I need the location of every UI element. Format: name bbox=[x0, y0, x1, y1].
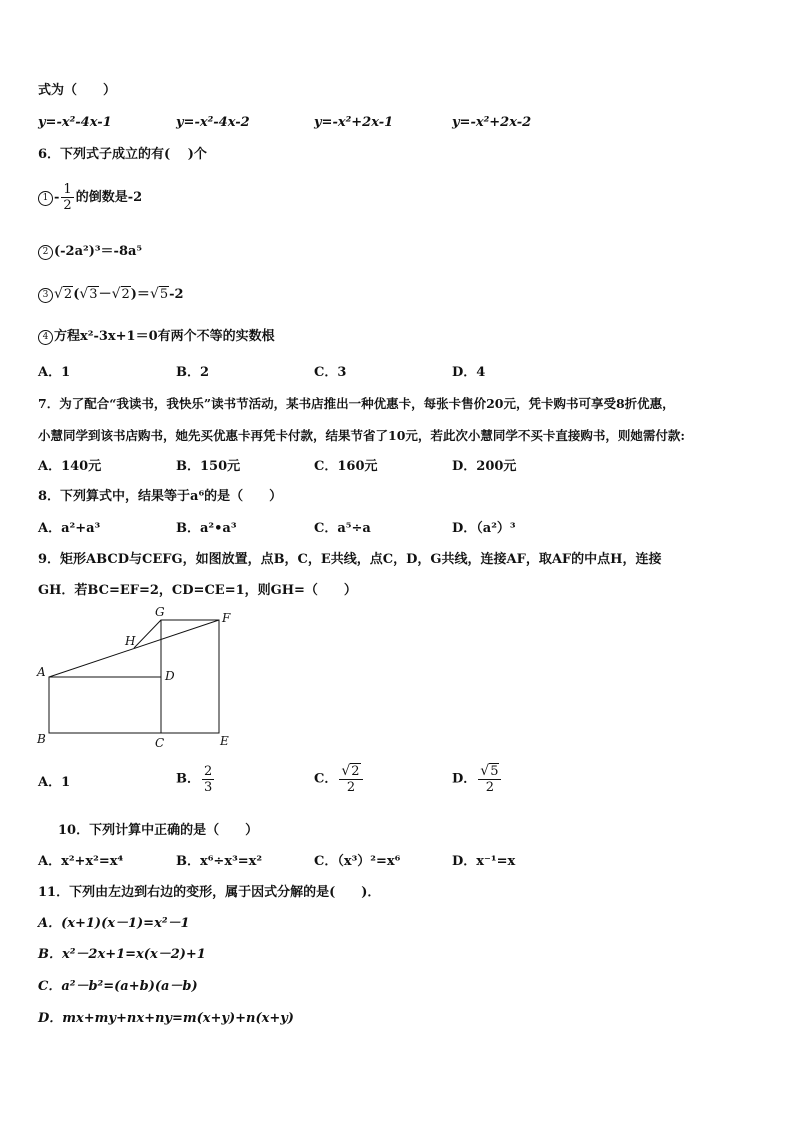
q8-option-b[interactable]: B．a²•a³ bbox=[176, 521, 237, 536]
q10-option-a[interactable]: A．x²+x²=x⁴ bbox=[38, 854, 124, 869]
label-b: B bbox=[37, 732, 46, 746]
q6-option-b[interactable]: B．2 bbox=[176, 365, 210, 380]
label-a: A bbox=[37, 665, 46, 679]
q5-option-d[interactable]: y=-x²+2x-2 bbox=[452, 115, 532, 130]
circled-number-2: 2 bbox=[38, 245, 53, 260]
label-f: F bbox=[222, 611, 231, 625]
q7-option-a[interactable]: A．140元 bbox=[38, 459, 102, 474]
q11-option-b[interactable]: B．x²－2x+1=x(x－2)+1 bbox=[38, 947, 206, 962]
label-h: H bbox=[125, 634, 136, 648]
geometry-figure bbox=[34, 604, 244, 750]
q9-stem-line-1: 9．矩形ABCD与CEFG，如图放置，点B，C，E共线，点C，D，G共线，连接AF，取AF的中点H，连接 bbox=[38, 552, 662, 567]
q8-option-d[interactable]: D．（a²）³ bbox=[452, 521, 516, 536]
q11-stem: 11．下列由左边到右边的变形，属于因式分解的是( )． bbox=[38, 885, 381, 900]
q10-option-b[interactable]: B．x⁶÷x³=x² bbox=[176, 854, 263, 869]
q10-stem: 10．下列计算中正确的是（ ） bbox=[58, 823, 259, 838]
q6-option-d[interactable]: D．4 bbox=[452, 365, 486, 380]
rectangle-abcd bbox=[49, 677, 161, 733]
circled-number-4: 4 bbox=[38, 330, 53, 345]
q7-option-b[interactable]: B．150元 bbox=[176, 459, 241, 474]
label-d: D bbox=[165, 669, 175, 683]
q5-option-b[interactable]: y=-x²-4x-2 bbox=[176, 115, 250, 130]
circled-number-3: 3 bbox=[38, 288, 53, 303]
q9-option-b[interactable]: B． $\frac{2}{3}$ bbox=[176, 764, 213, 795]
q7-option-d[interactable]: D．200元 bbox=[452, 459, 517, 474]
q9-option-d[interactable]: D． $\frac{√5}{2}$ bbox=[452, 764, 503, 795]
q6-statement-2: 2 (-2a²)³＝-8a⁵ bbox=[38, 243, 142, 261]
q9-stem-line-2: GH．若BC=EF=2，CD=CE=1，则GH=（ ） bbox=[38, 583, 357, 598]
circled-number-1: 1 bbox=[38, 191, 53, 206]
q8-option-a[interactable]: A．a²+a³ bbox=[38, 521, 101, 536]
label-c: C bbox=[155, 736, 165, 750]
segment-af bbox=[49, 620, 219, 677]
label-e: E bbox=[220, 734, 229, 748]
q8-option-c[interactable]: C．a⁵÷a bbox=[314, 521, 371, 536]
q7-option-c[interactable]: C．160元 bbox=[314, 459, 378, 474]
q6-option-a[interactable]: A．1 bbox=[38, 365, 71, 380]
q9-option-a[interactable]: A．1 bbox=[38, 775, 71, 790]
q5-stem-tail: 式为（ ） bbox=[38, 83, 117, 98]
q11-option-a[interactable]: A．(x+1)(x－1)=x²－1 bbox=[38, 916, 190, 931]
q6-statement-1: 1 - $\frac{1}{2}$ 的倒数是-2 bbox=[38, 182, 142, 213]
q11-option-d[interactable]: D．mx+my+nx+ny=m(x+y)+n(x+y) bbox=[38, 1011, 294, 1026]
q6-option-c[interactable]: C．3 bbox=[314, 365, 347, 380]
q7-stem-line-2: 小慧同学到该书店购书，她先买优惠卡再凭卡付款，结果节省了10元，若此次小慧同学不买卡直接购书，则她需付款: bbox=[38, 428, 686, 443]
q6-statement-4: 4 方程x²-3x+1＝0有两个不等的实数根 bbox=[38, 328, 275, 346]
q10-option-c[interactable]: C．（x³）²=x⁶ bbox=[314, 854, 401, 869]
q10-option-d[interactable]: D．x⁻¹=x bbox=[452, 854, 516, 869]
label-g: G bbox=[155, 605, 165, 619]
q6-statement-3: 3 √2(√3－√2)＝√5-2 bbox=[38, 285, 184, 304]
q5-option-c[interactable]: y=-x²+2x-1 bbox=[314, 115, 394, 130]
q5-option-a[interactable]: y=-x²-4x-1 bbox=[38, 115, 112, 130]
fraction: $\frac{1}{2}$ bbox=[63, 182, 72, 213]
q7-stem-line-1: 7．为了配合“我读书，我快乐”读书节活动，某书店推出一种优惠卡，每张卡售价20元，凭卡购书可享受8折优惠， bbox=[38, 396, 675, 411]
q9-option-c[interactable]: C． $\frac{√2}{2}$ bbox=[314, 764, 365, 795]
q6-stem: 6．下列式子成立的有( )个 bbox=[38, 147, 207, 162]
q11-option-c[interactable]: C．a²－b²=(a+b)(a－b) bbox=[38, 979, 198, 994]
q8-stem: 8．下列算式中，结果等于a⁶的是（ ） bbox=[38, 489, 283, 504]
